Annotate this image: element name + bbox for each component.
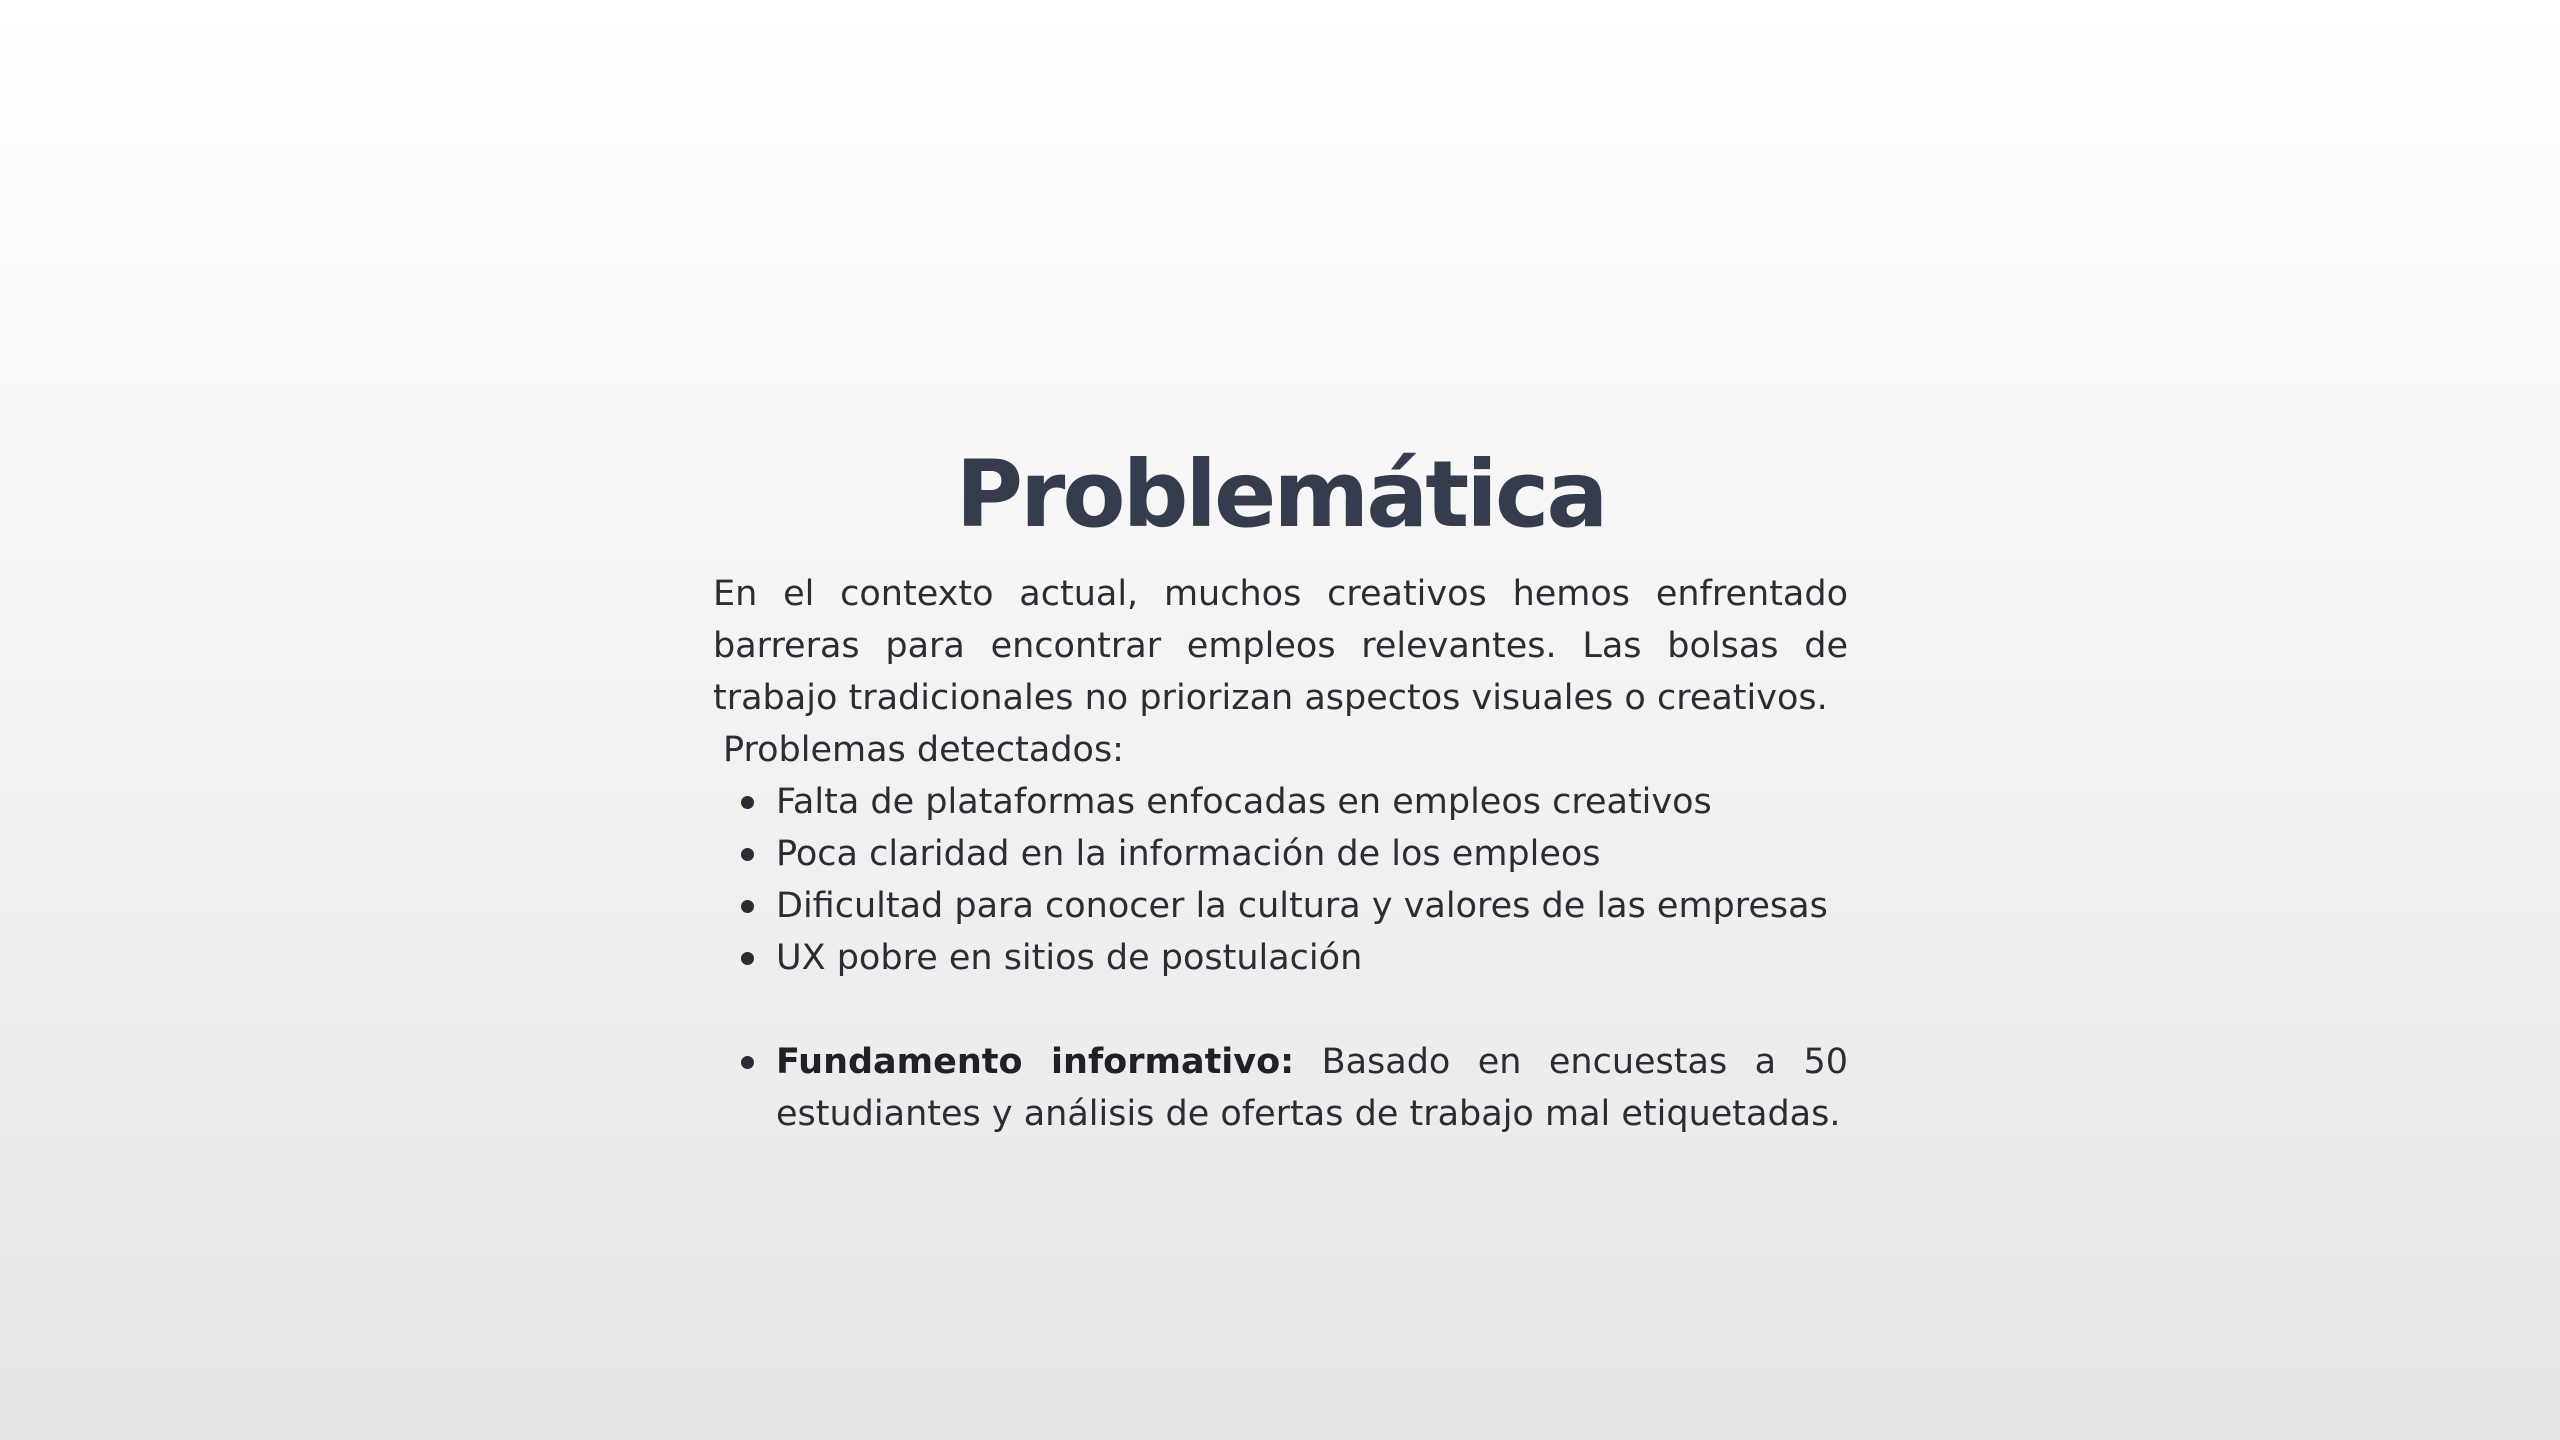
slide-content — [713, 440, 1848, 1140]
list-item — [713, 932, 1848, 984]
bullet-icon — [741, 952, 754, 965]
intro-paragraph: En el contexto actual, muchos creativos hemos enfrentado barreras para encontrar empleos relevantes. Las bolsas de trabajo tradicionales no priorizan aspectos visuales o creativos. — [713, 574, 1848, 718]
foundation-item — [713, 1036, 1848, 1140]
list-item-text: Dificultad para conocer la cultura y valores de las empresas — [776, 886, 1828, 926]
list-item — [713, 880, 1848, 932]
bullet-icon — [741, 1056, 754, 1069]
list-item-text: Poca claridad en la información de los empleos — [776, 834, 1601, 874]
list-item — [713, 776, 1848, 828]
slide-title: Problemática — [955, 441, 1606, 548]
bullet-icon — [741, 796, 754, 809]
foundation-label: Fundamento informativo: — [776, 1042, 1295, 1082]
bullet-icon — [741, 900, 754, 913]
list-item-text: Falta de plataformas enfocadas en empleos creativos — [776, 782, 1712, 822]
list-item — [713, 828, 1848, 880]
list-item-text: UX pobre en sitios de postulación — [776, 938, 1363, 978]
foundation-text: Basado en encuestas a 50 estudiantes y análisis de ofertas de trabajo mal etiquetadas. — [776, 1042, 1848, 1134]
problems-heading: Problemas detectados: — [723, 730, 1124, 770]
problems-list — [713, 776, 1848, 984]
foundation-list — [713, 1036, 1848, 1140]
bullet-icon — [741, 848, 754, 861]
